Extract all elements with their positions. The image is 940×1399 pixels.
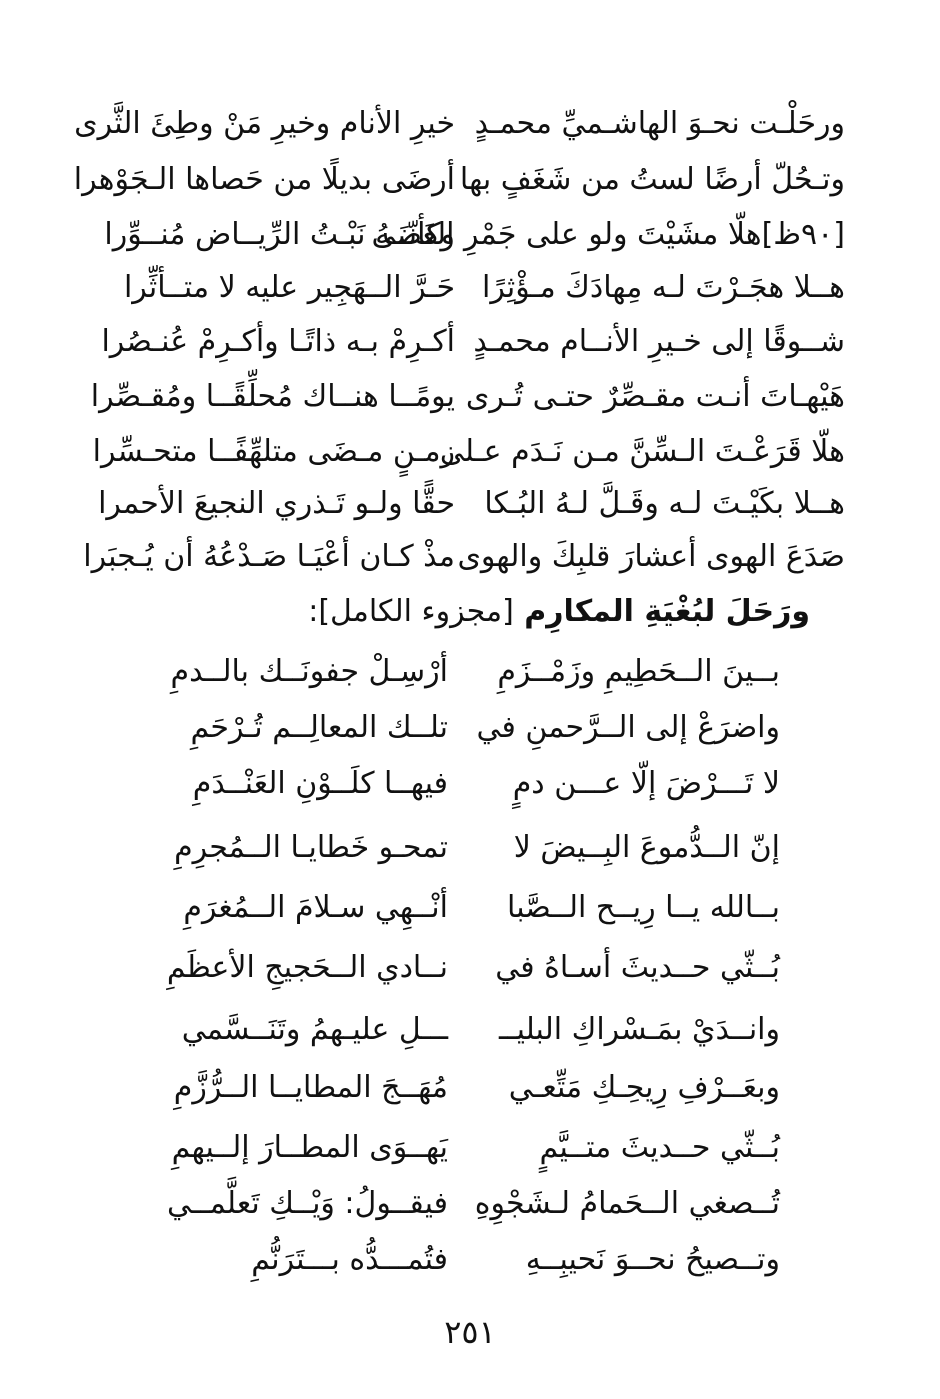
verse-left-hemistich: فتُمـــدُّه بـــتَرَنُّمِ [251, 1242, 448, 1277]
verse-right-hemistich: واضرَعْ إلى الــرَّحمنِ في [476, 710, 780, 745]
verse-left-hemistich: حقًّا ولـو تَـذري النجيعَ الأحمرا [98, 486, 455, 521]
verse-left-hemistich: مذْ كـان أعْيَـا صَـدْعُهُ أن يُـجبَرا [83, 539, 455, 574]
verse-left-hemistich: أرْسِـلْ جفونَــك بالــدمِ [170, 654, 448, 689]
verse-right-hemistich: وبعَــرْفِ رِيحِـكِ مَتِّعـي [508, 1070, 780, 1105]
verse-right-hemistich: صَدَعَ الهوى أعشارَ قلبِكَ والهوى [457, 539, 845, 574]
verse-left-hemistich: أكـرِمْ بـه ذاتًـا وأكـرِمْ عُنـصُرا [101, 324, 455, 359]
verse-left-hemistich: وكأنّــهُ نَبْـتُ الرِّيــاض مُنــوِّرا [104, 217, 455, 252]
verse-right-hemistich: وانــدَيْ بمَـسْراكِ البليــ [498, 1012, 780, 1047]
verse-right-hemistich: هــلا بكَيْـتَ لـه وقَـلَّ لـهُ البُـكا [484, 486, 845, 521]
verse-right-hemistich: ورحَلْـت نحـوَ الهاشـميِّ محمـدٍ [474, 106, 845, 141]
verse-left-hemistich: تمحـو خَطايـا الــمُجرِمِ [174, 830, 448, 865]
page-number: ٢٥١ [444, 1313, 496, 1351]
verse-right-hemistich: وتــصيحُ نحــوَ نَحيبِــهِ [525, 1242, 780, 1277]
verse-right-hemistich: بــينَ الــحَطِيمِ وزَمْــزَمِ [497, 654, 780, 689]
verse-right-hemistich: شــوقًا إلى خـيرِ الأنــام محمـدٍ [473, 324, 845, 359]
verse-left-hemistich: ـــلِ عليـهمُ وتَنَــسَّمي [181, 1012, 448, 1047]
verse-left-hemistich: يَهــوَى المطــارَ إلــيهمِ [171, 1130, 448, 1165]
section-heading [308, 592, 810, 632]
verse-right-hemistich: بُــثّي حــديثَ أسـاهُ في [495, 950, 780, 985]
verse-left-hemistich: أنْــهِي سـلامَ الــمُغرَمِ [183, 890, 448, 925]
verse-right-hemistich: هــلا هجَـرْتَ لـه مِهادَكَ مـؤْثِرًا [482, 270, 845, 305]
verse-left-hemistich: نــادي الــحَجيجِ الأعظَمِ [166, 950, 448, 985]
verse-left-hemistich: مُهَــجَ المطايــا الــرُّزَّمِ [173, 1070, 448, 1105]
verse-right-hemistich: وتـحُلّ أرضًا لستُ من شَغَفٍ بها [459, 162, 845, 197]
verse-right-hemistich: هَيْهـاتَ أنـت مقـصِّرٌ حتـى تُـرى [465, 379, 845, 414]
verse-right-hemistich: تُــصغي الــحَمامُ لـشَجْوِهِ [474, 1186, 780, 1221]
heading-title: ورَحَلَ لبُغْيَةِ المكارِم [524, 594, 810, 629]
verse-right-hemistich: هلّا قَرَعْـتَ الـسِّنَّ مـن نَـدَم عـلى [439, 434, 845, 469]
verse-left-hemistich: خيرِ الأنام وخيرِ مَنْ وطِئَ الثَّرى [74, 106, 455, 141]
verse-left-hemistich: حَـرَّ الــهَجِير عليه لا متــأثِّرا [123, 270, 455, 305]
verse-right-hemistich: إنّ الــدُّموعَ البِــيضَ لا [513, 830, 780, 865]
verse-right-hemistich: بــالله يــا رِيــح الــصَّبا [507, 890, 780, 925]
heading-meter: [مجزوء الكامل]: [308, 594, 514, 629]
verse-right-hemistich: بُــثّي حــديثَ متــيَّمٍ [539, 1130, 780, 1165]
verse-left-hemistich: تلــك المعالِــم تُـرْحَمِ [190, 710, 448, 745]
verse-left-hemistich: أرضَى بديلًا من حَصاها الـجَوْهرا [73, 162, 455, 197]
verse-left-hemistich: فيهــا كلَــوْنِ العَنْــدَمِ [192, 766, 448, 801]
verse-left-hemistich: زمـنٍ مـضَى متلهِّفًــا متحـسِّرا [92, 434, 455, 469]
verse-left-hemistich: فيقــولُ: وَيْــكِ تَعلَّمــي [166, 1186, 448, 1221]
verse-right-hemistich: لا تَـــرْضَ إلّا عـــن دمٍ [512, 766, 780, 801]
verse-right-hemistich: [٩٠ظ]هلّا مشَيْتَ ولو على جَمْرِ الغَضَى [371, 217, 845, 252]
verse-left-hemistich: يومًــا هنــاك مُحلِّقًــا ومُقـصِّرا [90, 379, 455, 414]
